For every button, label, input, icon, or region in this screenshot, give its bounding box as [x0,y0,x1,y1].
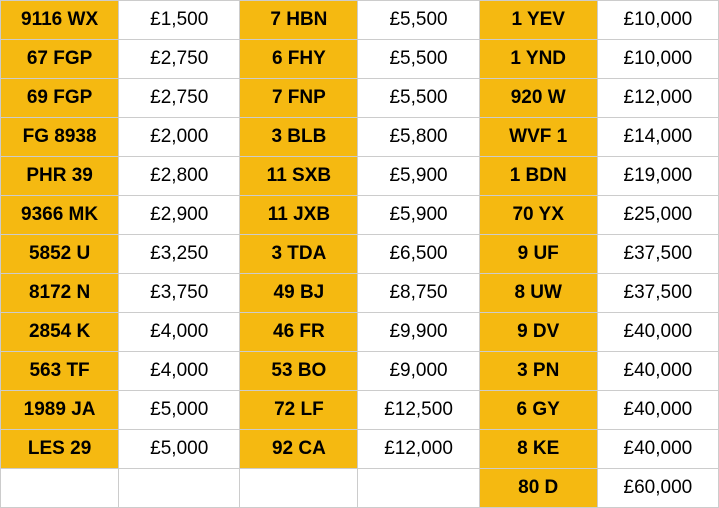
plate-cell: FG 8938 [1,118,119,157]
plate-cell: 3 PN [479,352,597,391]
plate-cell: 7 HBN [240,1,358,40]
plate-cell: 6 FHY [240,40,358,79]
plate-cell: 6 GY [479,391,597,430]
plate-cell: 80 D [479,469,597,508]
price-cell: £5,000 [119,391,240,430]
plate-cell: 3 BLB [240,118,358,157]
table-row [1,391,719,430]
price-cell: £6,500 [358,235,479,274]
plate-cell: 563 TF [1,352,119,391]
plate-cell: 8 UW [479,274,597,313]
price-cell: £19,000 [597,157,718,196]
price-cell: £9,900 [358,313,479,352]
plate-cell: 53 BO [240,352,358,391]
table-row [1,40,719,79]
price-cell: £12,000 [358,430,479,469]
price-cell: £37,500 [597,235,718,274]
price-cell: £40,000 [597,352,718,391]
empty-cell [1,469,119,508]
price-cell: £5,500 [358,1,479,40]
table-row [1,430,719,469]
plate-cell: 8 KE [479,430,597,469]
plate-cell: 9 DV [479,313,597,352]
price-cell: £5,500 [358,79,479,118]
price-cell: £4,000 [119,352,240,391]
price-cell: £12,000 [597,79,718,118]
price-cell: £2,000 [119,118,240,157]
price-cell: £40,000 [597,430,718,469]
table-row [1,274,719,313]
plate-cell: LES 29 [1,430,119,469]
plate-cell: 9366 MK [1,196,119,235]
plate-cell: 46 FR [240,313,358,352]
plate-cell: 1 BDN [479,157,597,196]
plate-cell: 1 YND [479,40,597,79]
price-cell: £5,500 [358,40,479,79]
price-cell: £60,000 [597,469,718,508]
table-row [1,196,719,235]
table-row [1,118,719,157]
price-cell: £10,000 [597,1,718,40]
table-body [1,1,719,508]
price-cell: £5,900 [358,196,479,235]
plate-cell: 7 FNP [240,79,358,118]
price-cell: £5,800 [358,118,479,157]
plate-cell: 5852 U [1,235,119,274]
price-cell: £2,800 [119,157,240,196]
plate-cell: 11 SXB [240,157,358,196]
price-cell: £2,750 [119,79,240,118]
price-cell: £40,000 [597,391,718,430]
price-cell: £8,750 [358,274,479,313]
table-row [1,313,719,352]
price-cell: £40,000 [597,313,718,352]
price-cell: £5,900 [358,157,479,196]
plate-cell: 70 YX [479,196,597,235]
empty-cell [119,469,240,508]
table-row [1,79,719,118]
plate-cell: 69 FGP [1,79,119,118]
table-row [1,469,719,508]
price-cell: £9,000 [358,352,479,391]
price-cell: £5,000 [119,430,240,469]
plate-cell: 92 CA [240,430,358,469]
price-cell: £3,250 [119,235,240,274]
plate-cell: 72 LF [240,391,358,430]
plate-cell: 67 FGP [1,40,119,79]
table-row [1,157,719,196]
plate-cell: 8172 N [1,274,119,313]
price-cell: £37,500 [597,274,718,313]
plate-cell: WVF 1 [479,118,597,157]
table-row [1,235,719,274]
plate-cell: 9 UF [479,235,597,274]
price-cell: £2,750 [119,40,240,79]
plate-cell: 1989 JA [1,391,119,430]
table-row [1,1,719,40]
price-cell: £2,900 [119,196,240,235]
plate-cell: 9116 WX [1,1,119,40]
plate-cell: 49 BJ [240,274,358,313]
price-cell: £1,500 [119,1,240,40]
plate-cell: 3 TDA [240,235,358,274]
plate-cell: 11 JXB [240,196,358,235]
plate-cell: 1 YEV [479,1,597,40]
empty-cell [240,469,358,508]
table-row [1,352,719,391]
price-cell: £25,000 [597,196,718,235]
price-cell: £4,000 [119,313,240,352]
plate-cell: 2854 K [1,313,119,352]
price-cell: £10,000 [597,40,718,79]
price-cell: £14,000 [597,118,718,157]
plate-cell: 920 W [479,79,597,118]
price-cell: £3,750 [119,274,240,313]
price-cell: £12,500 [358,391,479,430]
plate-cell: PHR 39 [1,157,119,196]
empty-cell [358,469,479,508]
